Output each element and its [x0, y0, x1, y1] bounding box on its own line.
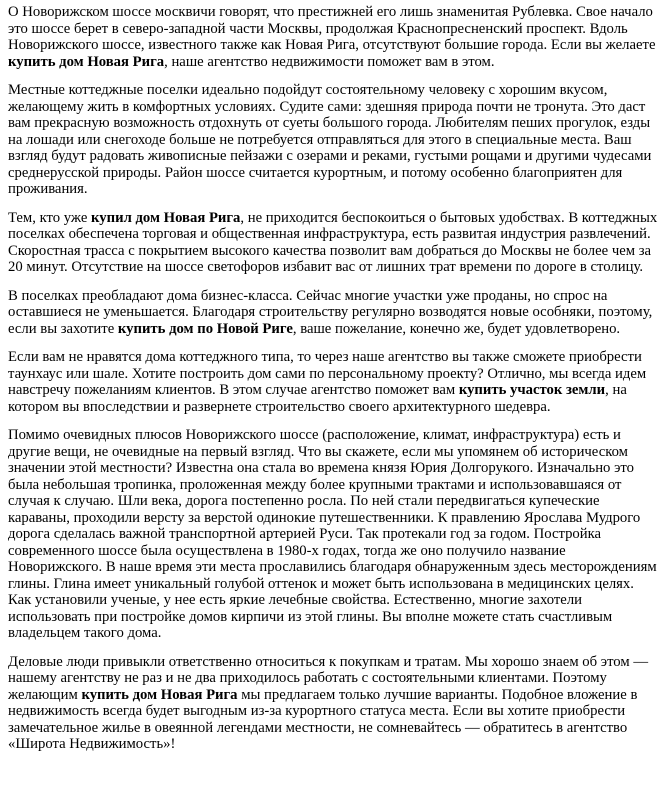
paragraph-4: [8, 288, 660, 338]
paragraph-1: [8, 4, 660, 70]
paragraph-7: [8, 654, 660, 753]
paragraph-2: [8, 82, 660, 198]
keyword-link: купить дом по Новой Риге: [117, 320, 293, 337]
paragraph-text: , наше агентство недвижимости поможет вам в этом.: [164, 53, 495, 70]
paragraph-5: [8, 349, 660, 415]
paragraph-text: Если вам не нравятся дома коттеджного типа, то через наше агентство вы также сможете приобрести таунхаус или шале. Хотите построить дом сами по персональному проекту? Отлично, мы всегда идем навстречу пожеланиям клиентов. В этом случае агентство поможет вам: [8, 349, 647, 398]
paragraph-text: В поселках преобладают дома бизнес-класса. Сейчас многие участки уже проданы, но спрос на оставшиеся не уменьшается. Благодаря строительству регулярно возводятся новые особняки, поэтому, если вы захотите: [8, 287, 653, 337]
paragraph-text: , не приходится беспокоиться о бытовых удобствах. В коттеджных поселках обеспечена торговая и общественная инфраструктура, есть развитая индустрия развлечений. Скоростная трасса с покрытием высокого качества позволит вам добраться до Москвы не более чем за 20 минут. Отсутствие на шоссе светофоров избавит вас от лишних трат времени по дороге в столицу.: [8, 209, 658, 275]
paragraph-text: Местные коттеджные поселки идеально подойдут состоятельному человеку с хорошим вкусом, желающему жить в комфортных условиях. Судите сами: здешняя природа почти не тронута. Это даст вам прекрасную возможность отдохнуть от суеты большого города. Любителям пеших прогулок, езды на лошади или снегоходе больше не потребуется отправляться для этого в специальные места. Ваш взгляд будут радовать живописные пейзажи с озерами и реками, густыми рощами и другими чудесами среднерусской природы. Район шоссе считается курортным, и потому особенно благоприятен для проживания.: [8, 82, 652, 197]
paragraph-6: [8, 427, 660, 642]
keyword-link: купить дом Новая Рига: [8, 53, 165, 70]
paragraph-text: О Новорижском шоссе москвичи говорят, что престижней его лишь знаменитая Рублевка. Свое начало это шоссе берет в северо-западной части Москвы, продолжая Краснопресненский проспект. Вдоль Новорижского шоссе, известного также как Новая Рига, отсутствуют большие города. Если вы желаете: [8, 4, 656, 53]
paragraph-text: Деловые люди привыкли ответственно относиться к покупкам и тратам. Мы хорошо знаем об этом — нашему агентству не раз и не два приходилось работать с состоятельными клиентами. Поэтому желающим: [8, 653, 649, 703]
paragraph-text: мы предлагаем только лучшие варианты. Подобное вложение в недвижимость всегда будет выгодным из-за курортного статуса места. Если вы хотите приобрести замечательное жилье в овеянной легендами местности, не сомневайтесь — обратитесь в агентство «Широта Недвижимость»!: [8, 686, 638, 752]
keyword-link: купить участок земли: [458, 382, 606, 398]
paragraph-3: [8, 210, 660, 276]
paragraph-text: , на котором вы впоследствии и развернете строительство своего архитектурного шедевра.: [8, 382, 627, 415]
paragraph-text: Тем, кто уже: [8, 209, 92, 226]
keyword-link: купить дом Новая Рига: [81, 686, 238, 703]
keyword-link: купил дом Новая Рига: [91, 209, 241, 226]
paragraph-text: Помимо очевидных плюсов Новорижского шоссе (расположение, климат, инфраструктура) есть и другие вещи, не очевидные на первый взгляд. Что вы скажете, если мы упомянем об историческом значении этой местности? Известна она стала во времена князя Юрия Долгорукого. Изначально это была небольшая тропинка, проложенная между более крупными трактами и использовавшаяся от случая к случаю. Шли века, дорога постепенно росла. По ней стали передвигаться купеческие караваны, проходили версту за верстой одинокие путешественники. К правлению Ярослава Мудрого дорога сделалась важной транспортной артерией Руси. Так протекали год за годом. Постройка современного шоссе была осуществлена в 1980-х годах, тогда же оно получило название Новорижского. В наше время эти места прославились благодаря обнаруженным здесь месторождениям глины. Глина имеет уникальный голубой оттенок и может быть использована в медицинских целях. Как установили ученые, у нее есть яркие лечебные свойства. Естественно, многие захотели использовать при постройке домов кирпичи из этой глины. Вы вполне можете стать счастливым владельцем такого дома.: [8, 427, 657, 641]
paragraph-text: , ваше пожелание, конечно же, будет удовлетворено.: [292, 320, 621, 337]
